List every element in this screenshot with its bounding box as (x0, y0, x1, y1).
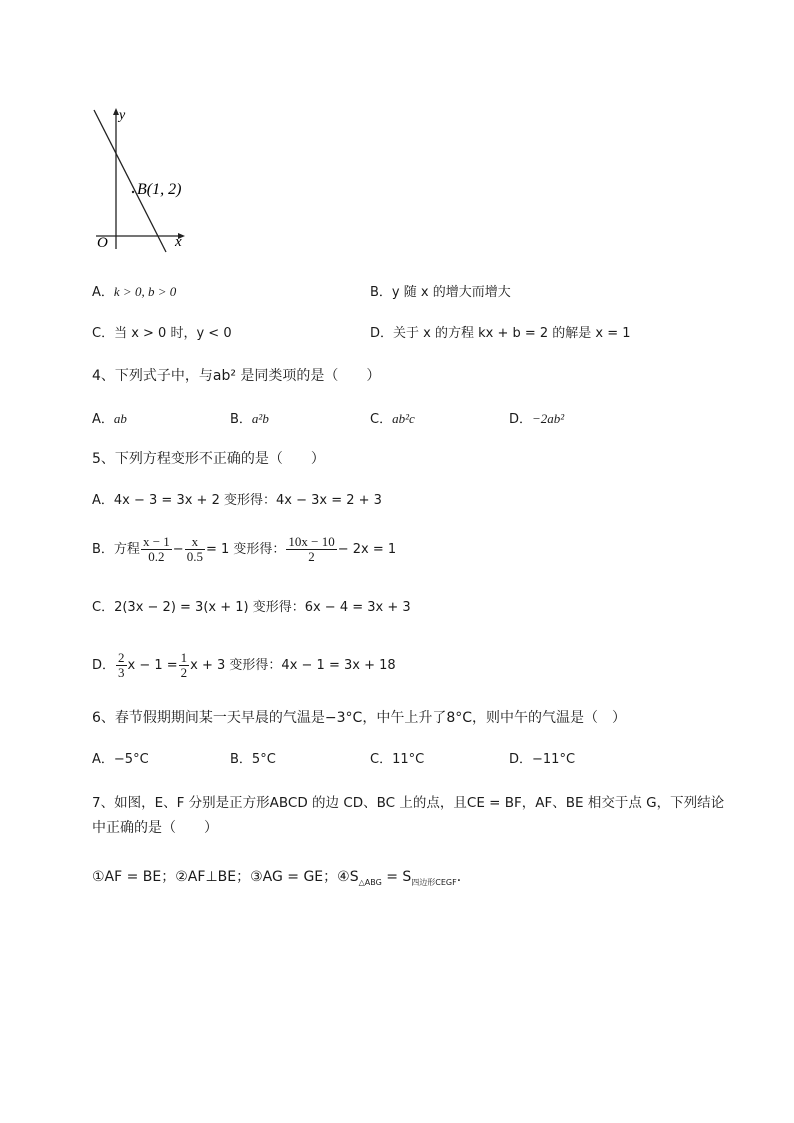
option-letter: D． (370, 326, 394, 341)
option-letter: A． (92, 285, 114, 300)
option-letter: A． (92, 493, 114, 508)
option-text: k > 0, b > 0 (113, 284, 177, 299)
option-letter: A． (92, 752, 114, 767)
fraction (141, 535, 172, 564)
option-letter: C． (92, 600, 115, 615)
option-letter: D． (509, 752, 533, 767)
question-7-conclusions (92, 867, 471, 893)
point-b-marker (132, 191, 134, 193)
option-letter: B． (230, 412, 252, 427)
question-4-stem: 4、下列式子中，与ab² 是同类项的是（ ） (92, 368, 381, 384)
option-letter: C． (92, 326, 115, 341)
period: ． (456, 869, 471, 885)
option-letter: C． (370, 412, 393, 427)
option-text: −5°C (113, 752, 149, 767)
question-7-stem-line1: 7、如图，E、F 分别是正方形ABCD 的边 CD、BC 上的点，且CE = BF，AF、BE 相交于点 G，下列结论 (92, 795, 725, 811)
conclusions-text: ①AF = BE；②AF⊥BE；③AG = GE；④S (92, 869, 359, 885)
q6-option-d (509, 751, 575, 769)
question-7-stem-line2: 中正确的是（ ） (92, 820, 218, 836)
option-text: a²b (251, 411, 269, 426)
subscript-triangle: △ABG (358, 877, 382, 887)
option-middle-text: x − 1 = (127, 658, 178, 673)
option-letter: D． (509, 412, 533, 427)
q4-option-a (92, 410, 127, 429)
fraction (116, 651, 127, 680)
option-letter: B． (370, 285, 392, 300)
option-text: y 随 x 的增大而增大 (391, 285, 511, 300)
q4-option-b (230, 410, 269, 429)
equals-s: = S (381, 869, 412, 885)
option-text: 当 x > 0 时，y < 0 (114, 326, 232, 341)
fraction (286, 535, 336, 564)
numerator: x − 1 (142, 534, 170, 549)
numerator: 1 (180, 650, 188, 665)
option-text: 5°C (251, 752, 276, 767)
option-text: 11°C (392, 752, 425, 767)
denominator: 3 (118, 665, 125, 680)
option-text: ab²c (392, 411, 415, 426)
option-letter: C． (370, 752, 393, 767)
fraction (179, 651, 190, 680)
numerator: 2 (118, 650, 125, 665)
option-text: ab (113, 411, 127, 426)
q5-option-a (92, 492, 382, 510)
q3-option-a (92, 283, 176, 302)
denominator: 2 (180, 665, 188, 680)
option-text: 关于 x 的方程 kx + b = 2 的解是 x = 1 (393, 326, 631, 341)
option-middle-text: = 1 变形得： (205, 542, 286, 557)
q3-option-c (92, 325, 232, 343)
option-prefix: 方程 (113, 542, 140, 557)
question-5-stem: 5、下列方程变形不正确的是（ ） (92, 451, 325, 467)
option-end-text: x + 3 变形得：4x − 1 = 3x + 18 (190, 658, 396, 673)
denominator: 0.2 (148, 549, 165, 564)
option-letter: B． (92, 542, 114, 557)
fraction (185, 535, 205, 564)
question-6-stem: 6、春节假期期间某一天早晨的气温是−3°C，中午上升了8°C，则中午的气温是（ ） (92, 710, 627, 726)
option-text: −2ab² (532, 411, 565, 426)
q3-option-d (370, 325, 631, 343)
option-letter: D． (92, 658, 116, 673)
denominator: 2 (308, 549, 315, 564)
y-axis-label: y (119, 108, 126, 123)
q6-option-b (230, 751, 276, 769)
option-end-text: − 2x = 1 (337, 542, 397, 557)
option-letter: A． (92, 412, 114, 427)
denominator: 0.5 (186, 549, 203, 564)
q5-option-d (92, 651, 396, 680)
q5-option-c (92, 599, 411, 617)
point-b-label: B(1, 2) (137, 181, 182, 198)
minus-sign: − (172, 542, 184, 557)
option-text: 2(3x − 2) = 3(x + 1) 变形得：6x − 4 = 3x + 3 (114, 600, 411, 615)
q6-option-a (92, 751, 149, 769)
option-text: 4x − 3 = 3x + 2 变形得：4x − 3x = 2 + 3 (113, 493, 382, 508)
line-graph-figure (88, 104, 198, 254)
option-letter: B． (230, 752, 252, 767)
numerator: 10x − 10 (288, 534, 335, 549)
q4-option-d (509, 410, 564, 429)
x-axis-label: x (175, 234, 182, 250)
origin-label: O (97, 235, 108, 251)
q6-option-c (370, 751, 424, 769)
q5-option-b (92, 535, 396, 564)
subscript-quadrilateral: 四边形CEGF (411, 877, 457, 887)
option-text: −11°C (532, 752, 576, 767)
q4-option-c (370, 410, 415, 429)
q3-option-b (370, 284, 511, 302)
numerator: x (185, 535, 205, 550)
